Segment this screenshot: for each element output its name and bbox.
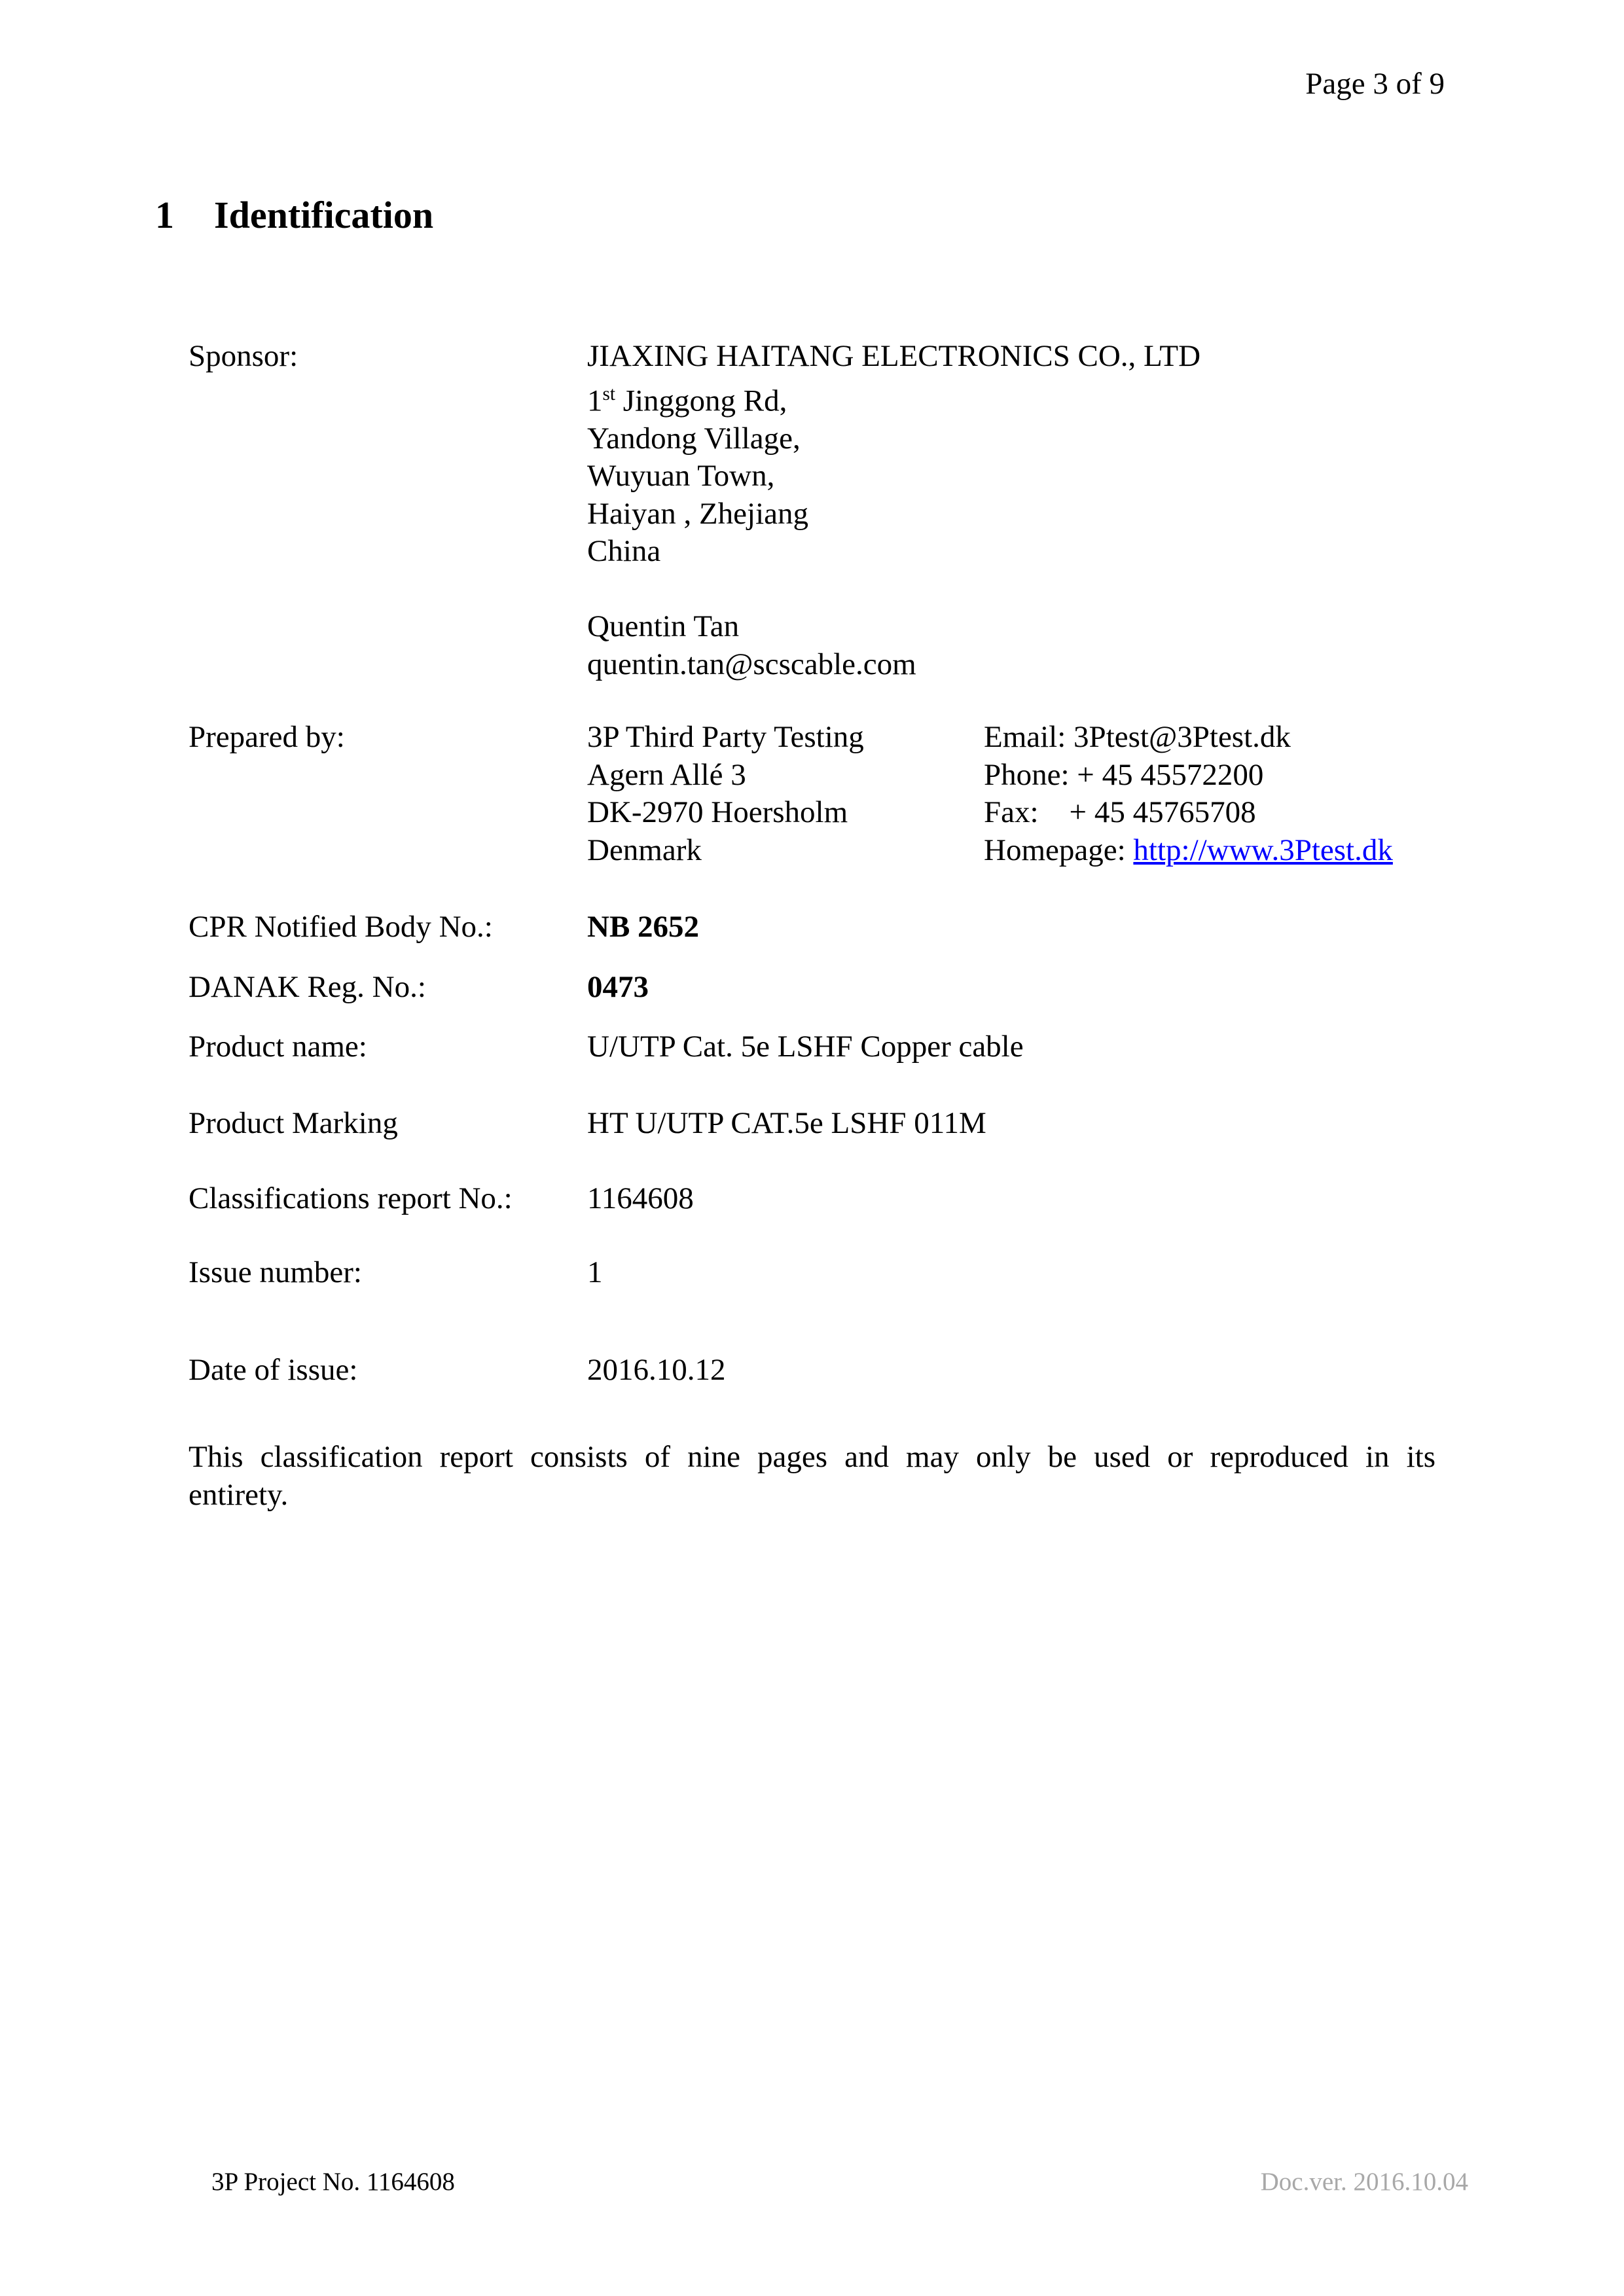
prepared-by-address <box>587 719 984 869</box>
issue-number-label: Issue number: <box>189 1255 362 1289</box>
product-name-label: Product name: <box>189 1030 367 1064</box>
danak-label: DANAK Reg. No.: <box>189 970 426 1004</box>
contact-phone-line: Phone: + 45 45572200 <box>984 757 1264 792</box>
field-row-cpr-notified-body <box>189 908 699 946</box>
contact-homepage-line <box>984 832 1393 870</box>
note-line: This classification report consists of nine pages and may only be used or reproduced in its <box>189 1440 1435 1474</box>
report-no-value: 1164608 <box>587 1181 694 1215</box>
contact-email-line: Email: 3Ptest@3Ptest.dk <box>984 720 1291 754</box>
field-row-danak-reg <box>189 969 649 1007</box>
sponsor-address-line: Wuyuan Town, <box>587 459 775 493</box>
prepared-by-contact <box>984 719 1393 869</box>
field-row-prepared-by <box>189 719 1393 869</box>
homepage-label: Homepage: <box>984 833 1134 867</box>
sponsor-company: JIAXING HAITANG ELECTRONICS CO., LTD <box>587 339 1201 373</box>
prepared-address-line: Denmark <box>587 833 702 867</box>
danak-value: 0473 <box>587 970 649 1004</box>
field-row-sponsor <box>189 338 1200 683</box>
street-ordinal-suffix: st <box>602 383 615 404</box>
report-no-label: Classifications report No.: <box>189 1181 513 1215</box>
product-marking-label: Product Marking <box>189 1106 398 1140</box>
page-number: Page 3 of 9 <box>1305 67 1445 101</box>
cpr-value: NB 2652 <box>587 910 700 944</box>
street-name: Jinggong Rd, <box>615 384 787 418</box>
sponsor-address-line: Haiyan , Zhejiang <box>587 496 809 531</box>
note-line: entirety. <box>189 1477 289 1512</box>
date-of-issue-value: 2016.10.12 <box>587 1353 726 1387</box>
street-number: 1 <box>587 384 603 418</box>
sponsor-contact-name: Quentin Tan <box>587 609 740 644</box>
sponsor-street <box>587 376 1200 420</box>
field-row-product-name <box>189 1028 1024 1066</box>
sponsor-value <box>587 338 1200 683</box>
issue-number-value: 1 <box>587 1255 603 1289</box>
section-number: 1 <box>155 194 174 236</box>
sponsor-contact-email: quentin.tan@scscable.com <box>587 647 916 681</box>
footer-doc-version: Doc.ver. 2016.10.04 <box>1260 2168 1468 2196</box>
product-marking-value: HT U/UTP CAT.5e LSHF 011M <box>587 1106 986 1140</box>
prepared-address-line: DK-2970 Hoersholm <box>587 795 848 829</box>
contact-fax-line: Fax: + 45 45765708 <box>984 795 1256 829</box>
sponsor-address-line: Yandong Village, <box>587 421 801 456</box>
note-paragraph <box>189 1439 1435 1514</box>
field-row-report-no <box>189 1180 694 1218</box>
field-row-date-of-issue <box>189 1352 726 1390</box>
prepared-by-value <box>587 719 1393 869</box>
footer-project-number: 3P Project No. 1164608 <box>211 2168 455 2196</box>
cpr-label: CPR Notified Body No.: <box>189 910 493 944</box>
prepared-address-line: Agern Allé 3 <box>587 757 746 792</box>
prepared-by-label: Prepared by: <box>189 720 345 754</box>
product-name-value: U/UTP Cat. 5e LSHF Copper cable <box>587 1030 1024 1064</box>
sponsor-label: Sponsor: <box>189 339 298 373</box>
date-of-issue-label: Date of issue: <box>189 1353 358 1387</box>
spacer <box>587 571 1200 609</box>
sponsor-address-line: China <box>587 534 661 569</box>
prepared-address-line: 3P Third Party Testing <box>587 720 864 754</box>
section-title: Identification <box>214 194 434 236</box>
field-row-issue-number <box>189 1254 603 1292</box>
homepage-link[interactable]: http://www.3Ptest.dk <box>1133 833 1393 867</box>
field-row-product-marking <box>189 1105 986 1143</box>
section-heading <box>155 192 433 238</box>
